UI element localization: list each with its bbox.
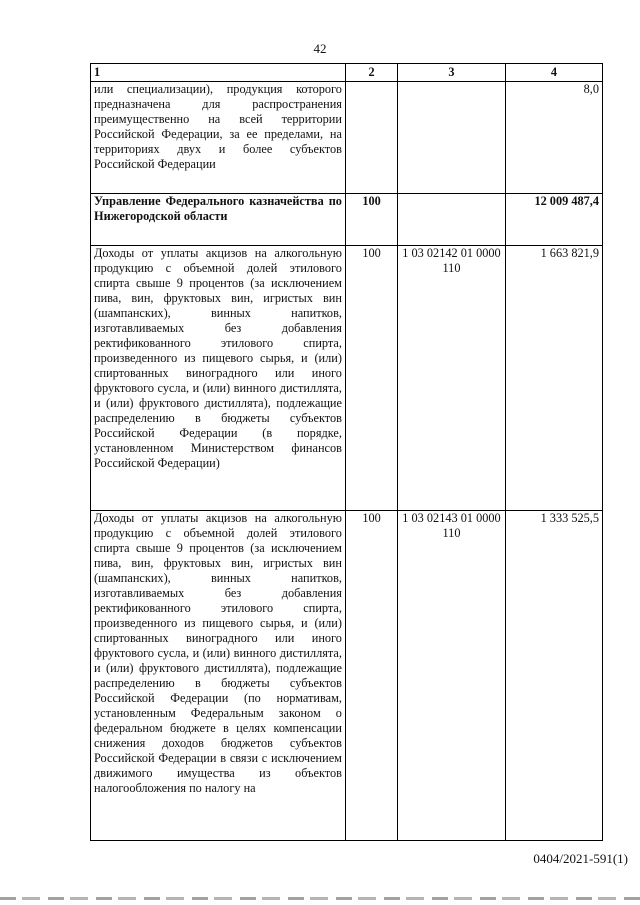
column-header: 1: [91, 64, 346, 82]
row-budget-code: [398, 82, 506, 194]
row-amount: 1 333 525,5: [505, 511, 602, 841]
row-budget-code: [398, 194, 506, 246]
row-admin-code: 100: [345, 246, 397, 511]
row-name: Доходы от уплаты акцизов на алкогольную продукцию с объемной долей этилового спирта свыше 9 процентов (за исключением пива, вин, фруктовых вин, игристых вин (шампанских), винных напитков, изготавливаемых без добавления ректификованного этилового спирта, произведенного из пищевого сырья, и (или) спиртованных виноградного или иного фруктового сусла, и (или) винного дистиллята, и (или) фруктового дистиллята), подлежащие распределению в бюджеты субъектов Российской Федерации (по нормативам, установленным Федеральным законом о федеральном бюджете в целях компенсации снижения доходов бюджетов субъектов Российской Федерации в связи с исключением движимого имущества из объектов налогообложения по налогу на: [91, 511, 346, 841]
row-admin-code: 100: [345, 194, 397, 246]
row-budget-code: 1 03 02143 01 0000 110: [398, 511, 506, 841]
scan-edge-divider: [0, 897, 640, 900]
page-number: 42: [313, 41, 327, 56]
table-row: [91, 511, 603, 841]
column-header: 2: [345, 64, 397, 82]
row-budget-code: 1 03 02142 01 0000 110: [398, 246, 506, 511]
row-amount: 1 663 821,9: [505, 246, 602, 511]
column-header: 4: [505, 64, 602, 82]
row-amount: 12 009 487,4: [505, 194, 602, 246]
row-name: Управление Федерального казначейства по Нижегородской области: [91, 194, 346, 246]
revenue-table: [90, 63, 603, 841]
row-name: или специализации), продукция которого предназначена для распространения преимущественно на всей территории Российской Федерации, за ее пределами, на территориях двух и более субъектов Российской Федерации: [91, 82, 346, 194]
column-header: 3: [398, 64, 506, 82]
table-row: [91, 246, 603, 511]
row-name: Доходы от уплаты акцизов на алкогольную продукцию с объемной долей этилового спирта свыше 9 процентов (за исключением пива, вин, фруктовых вин, игристых вин (шампанских), винных напитков, изготавливаемых без добавления ректификованного этилового спирта, произведенного из пищевого сырья, и (или) спиртованных виноградного или иного фруктового сусла, и (или) винного дистиллята, и (или) фруктового дистиллята), подлежащие распределению в бюджеты субъектов Российской Федерации (в порядке, установленном Министерством финансов Российской Федерации): [91, 246, 346, 511]
row-amount: 8,0: [505, 82, 602, 194]
row-admin-code: 100: [345, 511, 397, 841]
document-code: 0404/2021-591(1): [533, 851, 628, 866]
table-row: [91, 194, 603, 246]
table-row: [91, 82, 603, 194]
row-admin-code: [345, 82, 397, 194]
table-header-row: [91, 64, 603, 82]
